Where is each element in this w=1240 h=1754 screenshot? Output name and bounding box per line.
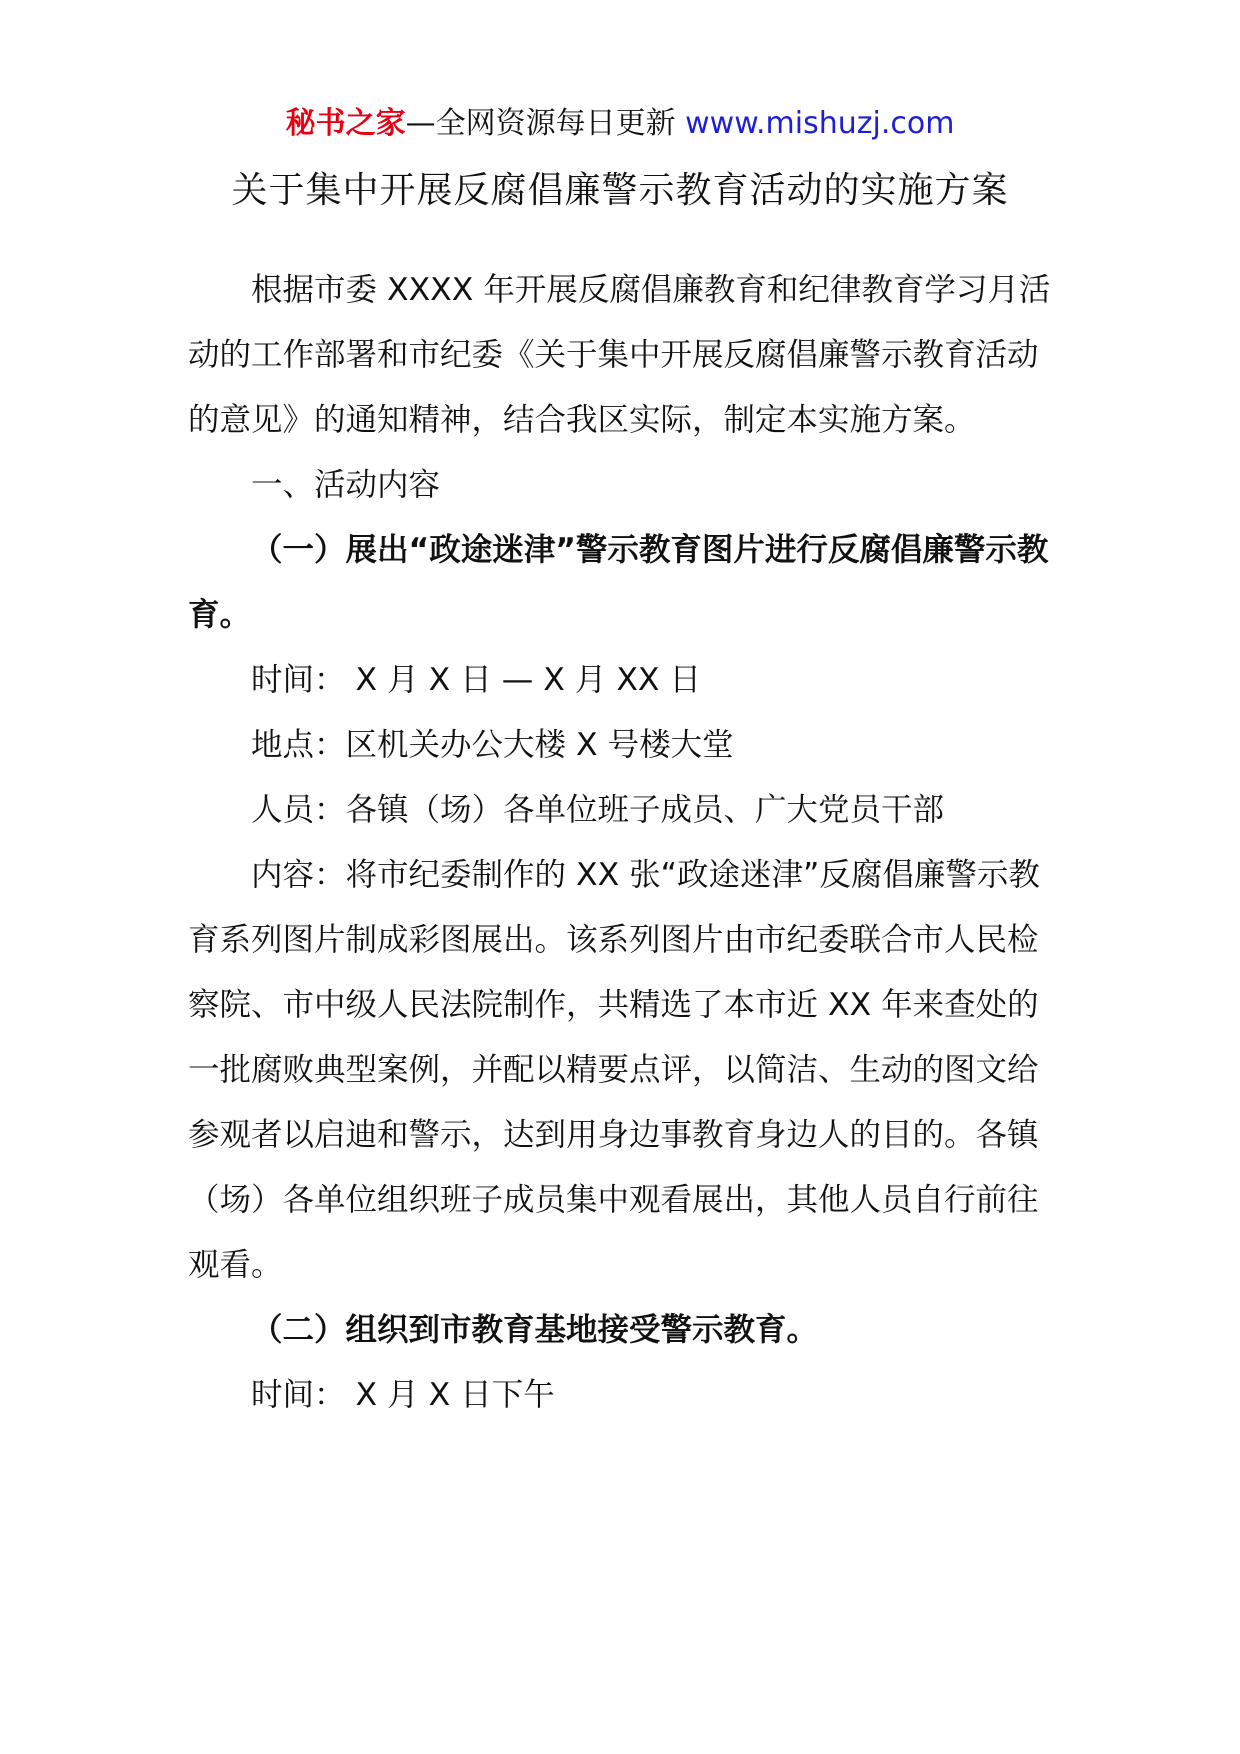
item1-heading: （一）展出“政途迷津”警示教育图片进行反腐倡廉警示教育。 (188, 532, 1049, 633)
site-url-link[interactable]: www.mishuzj.com (685, 106, 955, 141)
document-body (188, 258, 1068, 1428)
section-heading: 一、活动内容 (251, 467, 441, 503)
item1-content: 内容：将市纪委制作的 XX 张“政途迷津”反腐倡廉警示教育系列图片制成彩图展出。该系列图片由市纪委联合市人民检察院、市中级人民法院制作，共精选了本市近 XX 年来查处的一批腐败典型案例，并配以精要点评，以简洁、生动的图文给参观者以启迪和警示，达到用身边事教育身边人的目的。各镇（场）各单位组织班子成员集中观看展出，其他人员自行前往观看。 (188, 857, 1040, 1283)
brand-name: 秘书之家 (285, 106, 406, 141)
item2-heading: （二）组织到市教育基地接受警示教育。 (251, 1312, 819, 1348)
header-tagline: —全网资源每日更新 (405, 106, 686, 141)
item1-people: 人员：各镇（场）各单位班子成员、广大党员干部 (251, 792, 945, 828)
intro-paragraph: 根据市委 XXXX 年开展反腐倡廉教育和纪律教育学习月活动的工作部署和市纪委《关于集中开展反腐倡廉警示教育活动的意见》的通知精神，结合我区实际，制定本实施方案。 (188, 272, 1051, 438)
document-title: 关于集中开展反腐倡廉警示教育活动的实施方案 (231, 170, 1009, 211)
item1-time: 时间： X 月 X 日 — X 月 XX 日 (251, 662, 702, 698)
item2-time: 时间： X 月 X 日下午 (251, 1377, 555, 1413)
site-header (0, 102, 1240, 146)
item1-place: 地点：区机关办公大楼 X 号楼大堂 (251, 727, 734, 763)
